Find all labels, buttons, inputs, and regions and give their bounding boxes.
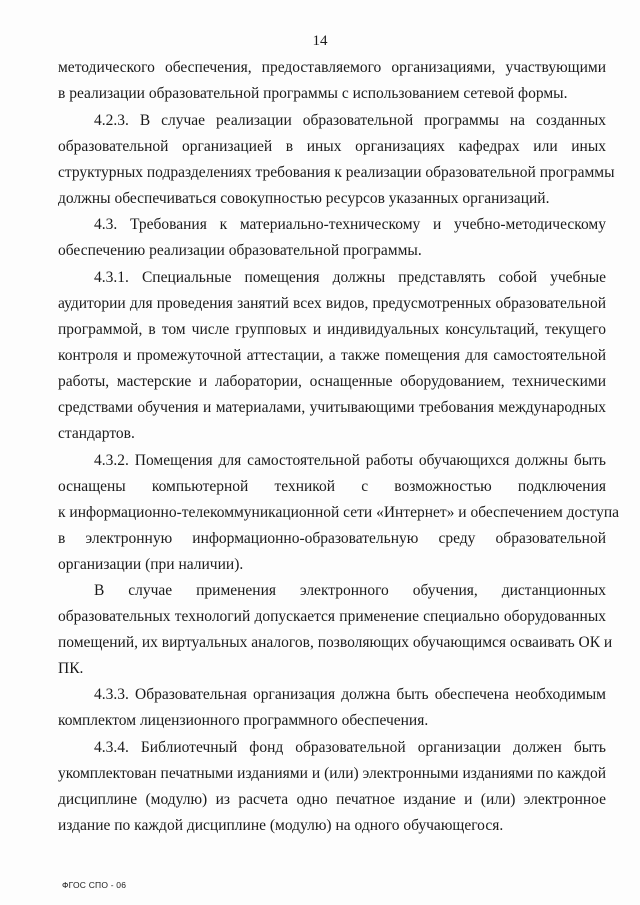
text-line: 4.3.3. Образовательная организация должна быть обеспечена необходимым xyxy=(94,686,606,703)
text-line: средствами обучения и материалами, учитывающими требования международных xyxy=(58,399,606,416)
text-line: 4.3.2. Помещения для самостоятельной работы обучающихся должны быть xyxy=(94,452,606,469)
page-number: 14 xyxy=(312,33,328,49)
text-line: стандартов. xyxy=(58,425,135,442)
text-line: помещений, их виртуальных аналогов, позволяющих обучающимся осваивать ОК и xyxy=(58,634,613,651)
text-line: комплектом лицензионного программного обеспечения. xyxy=(58,712,429,729)
text-line: издание по каждой дисциплине (модулю) на одного обучающегося. xyxy=(58,817,504,834)
text-line: организации (при наличии). xyxy=(58,556,244,573)
text-line: в реализации образовательной программы с использованием сетевой формы. xyxy=(58,85,568,102)
text-line: обеспечению реализации образовательной программы. xyxy=(58,242,422,259)
text-line: методического обеспечения, предоставляемого организациями, участвующими xyxy=(58,59,606,76)
text-line: ПК. xyxy=(58,660,84,677)
text-line: 4.2.3. В случае реализации образовательной программы на созданных xyxy=(94,112,606,129)
text-line: укомплектован печатными изданиями и (или) электронными изданиями по каждой xyxy=(58,765,606,782)
text-line: дисциплине (модулю) из расчета одно печатное издание и (или) электронное xyxy=(58,791,606,808)
text-line: структурных подразделениях требования к реализации образовательной программы xyxy=(58,164,615,181)
text-line: в электронную информационно-образовательную среду образовательной xyxy=(58,530,606,547)
text-line: к информационно-телекоммуникационной сети «Интернет» и обеспечением доступа xyxy=(58,504,620,521)
text-line: образовательной организацией в иных организациях кафедрах или иных xyxy=(58,138,606,155)
footer-code: ФГОС СПО - 06 xyxy=(62,880,127,890)
text-line: программой, в том числе групповых и индивидуальных консультаций, текущего xyxy=(58,321,606,338)
text-line: 4.3.1. Специальные помещения должны представлять собой учебные xyxy=(94,269,606,286)
text-line: В случае применения электронного обучения, дистанционных xyxy=(94,582,606,599)
text-line: работы, мастерские и лаборатории, оснащенные оборудованием, техническими xyxy=(58,373,606,390)
text-line: образовательных технологий допускается применение специально оборудованных xyxy=(58,608,606,625)
text-line: 4.3. Требования к материально-техническому и учебно-методическому xyxy=(94,216,606,233)
text-line: оснащены компьютерной техникой с возможностью подключения xyxy=(58,478,606,495)
text-line: должны обеспечиваться совокупностью ресурсов указанных организаций. xyxy=(58,190,550,207)
text-line: 4.3.4. Библиотечный фонд образовательной организации должен быть xyxy=(94,739,606,756)
text-line: аудитории для проведения занятий всех видов, предусмотренных образовательной xyxy=(58,295,606,312)
text-line: контроля и промежуточной аттестации, а также помещения для самостоятельной xyxy=(58,347,606,364)
